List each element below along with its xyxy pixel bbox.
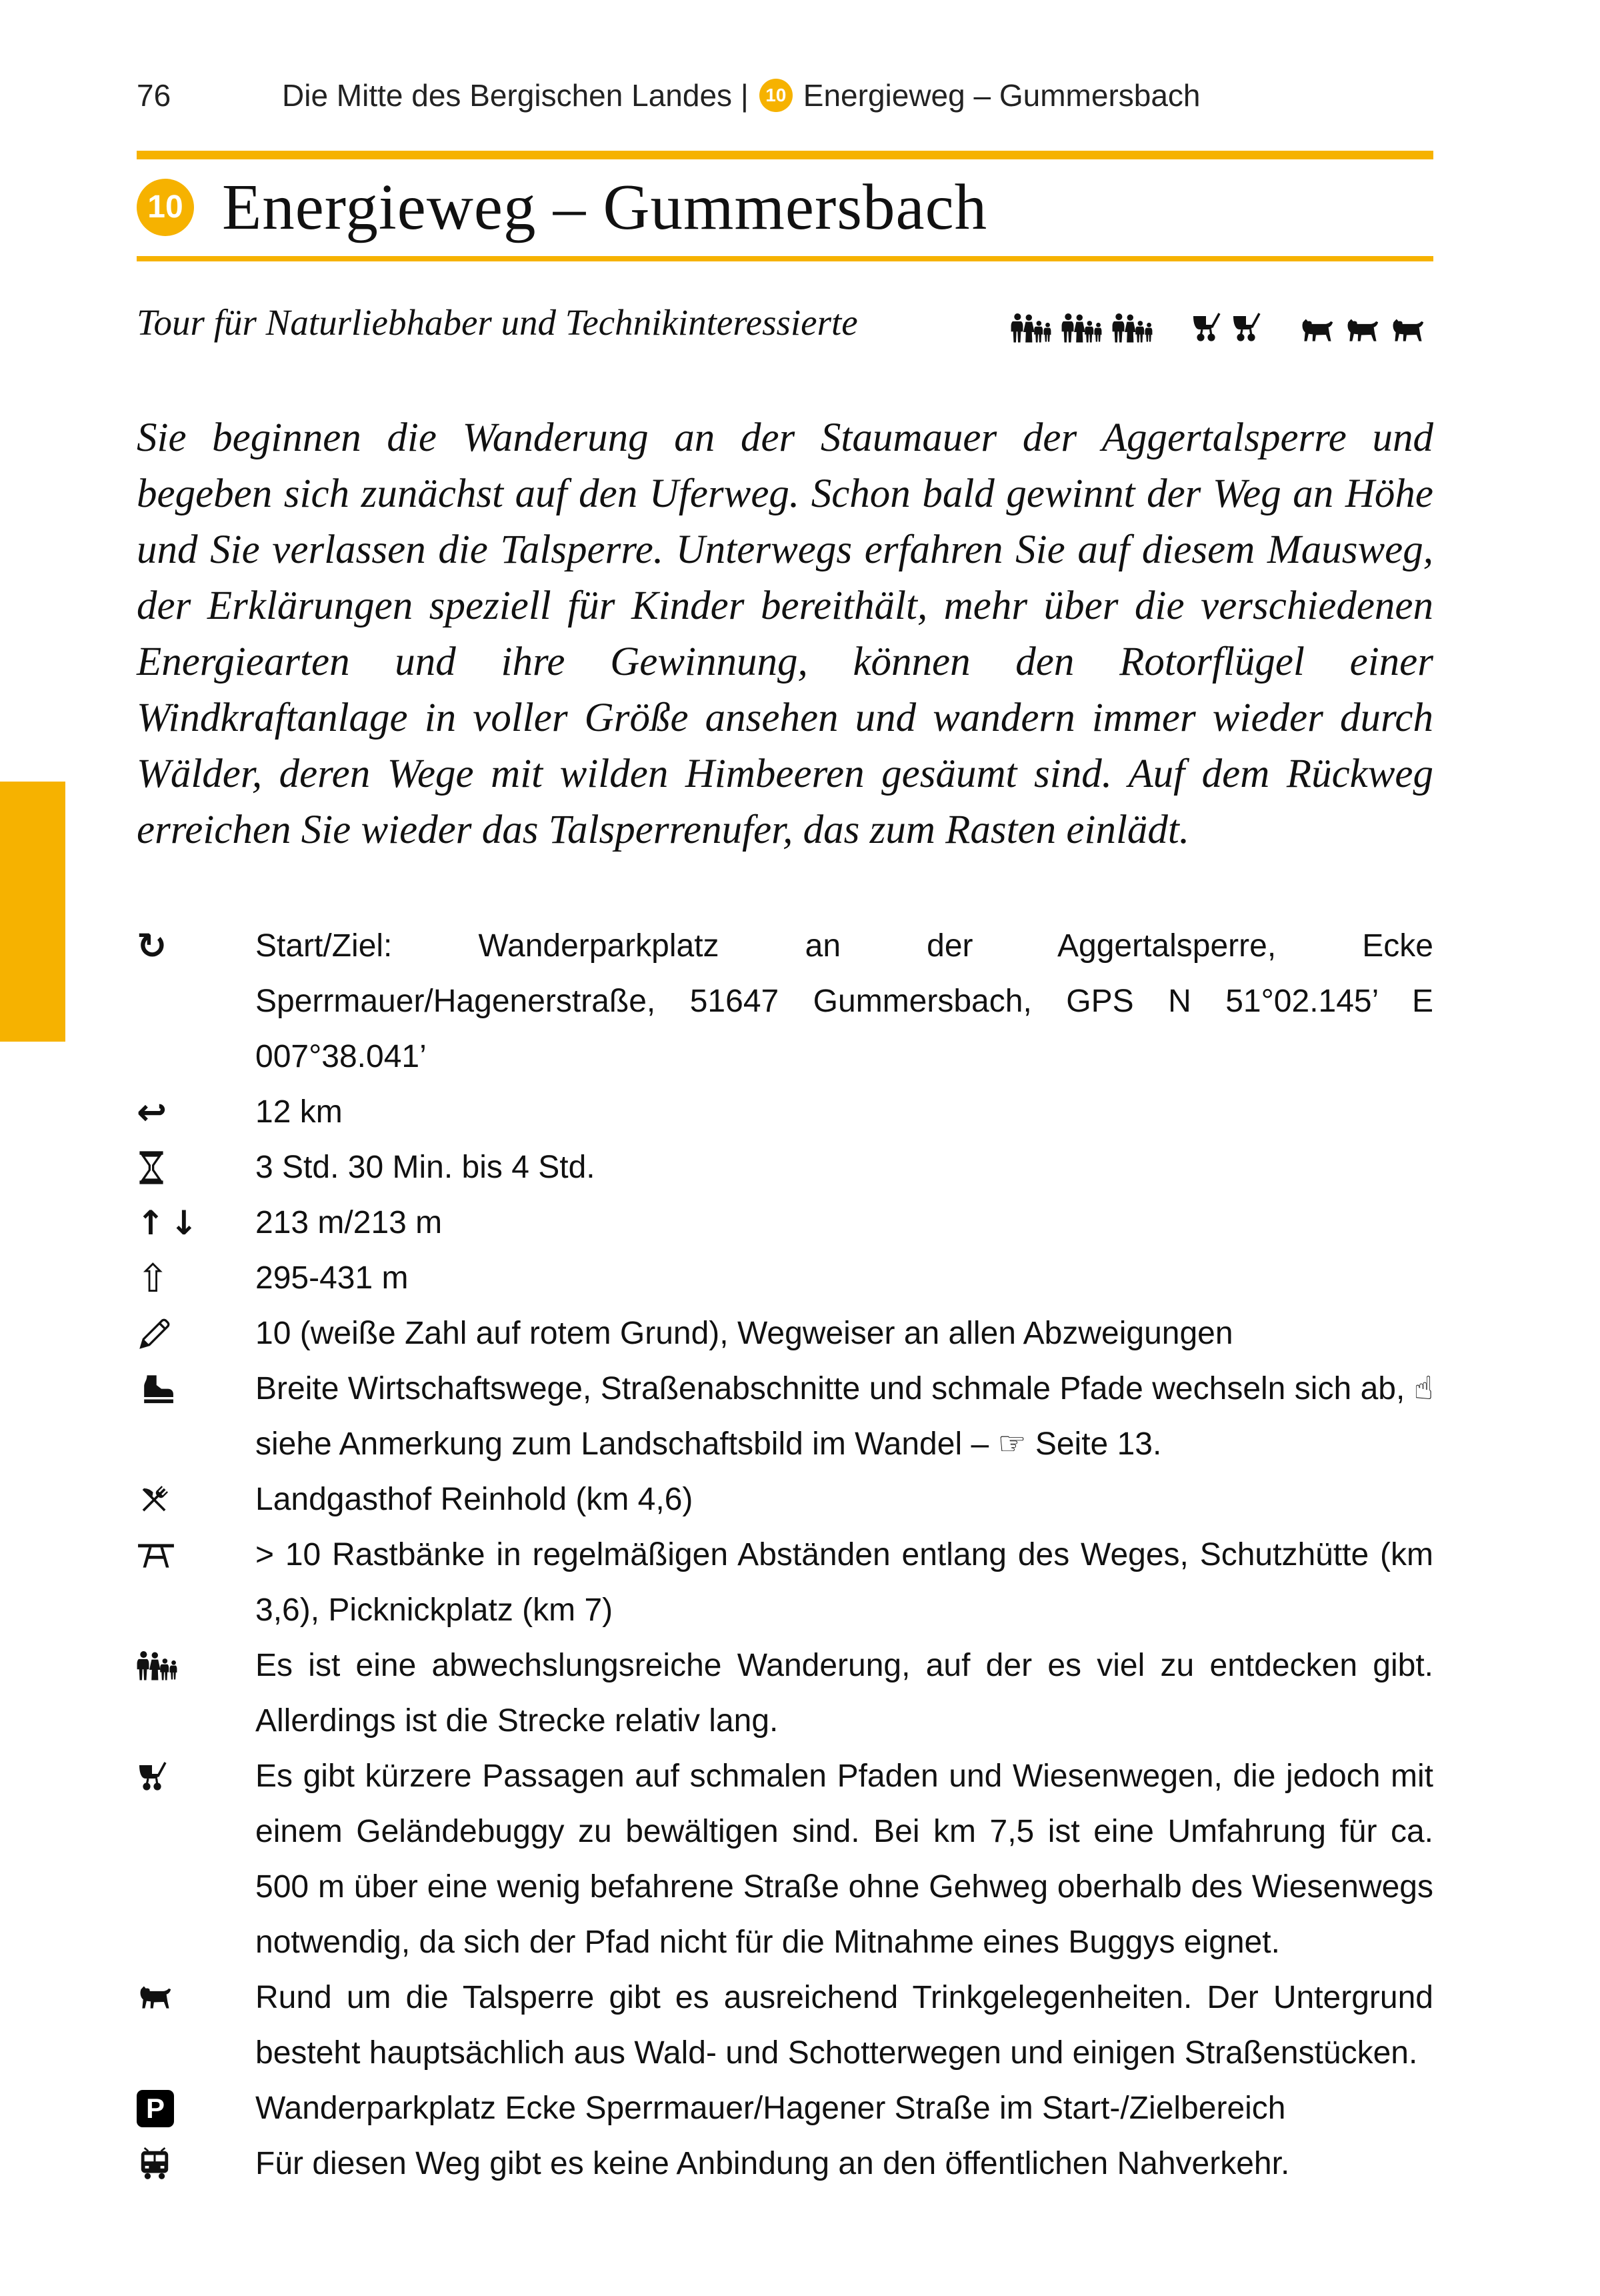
page-content [137, 0, 1433, 2191]
info-text: 295-431 m [255, 1260, 409, 1296]
info-text: > 10 Rastbänke in regelmäßigen Abständen entlang des Weges, Schutzhütte (km 3,6), Picknickplatz (km 7) [255, 1537, 1433, 1628]
family-icon [137, 1650, 179, 1681]
info-row [137, 1638, 1433, 1749]
tour-subtitle: Tour für Naturliebhaber und Technikinteressierte [137, 302, 858, 343]
info-row [137, 1970, 1433, 2081]
info-text: Wanderparkplatz Ecke Sperrmauer/Hagener Straße im Start-/Zielbereich [255, 2091, 1286, 2126]
info-row [137, 1195, 1433, 1250]
page-edge-tab [0, 782, 65, 1042]
dog-rating [1299, 318, 1427, 343]
info-row [137, 918, 1433, 1084]
info-row [137, 1472, 1433, 1527]
family-icon [1061, 313, 1104, 343]
info-row [137, 1527, 1433, 1638]
stroller-icon [1231, 311, 1263, 343]
family-rating [1011, 313, 1155, 343]
info-text: Breite Wirtschaftswege, Straßenabschnitte und schmale Pfade wechseln sich ab, ☝ siehe Anmerkung zum Landschaftsbild im Wandel – ☞ Seite 13. [255, 1371, 1433, 1462]
header-route-number-badge: 10 [759, 79, 793, 112]
tour-intro-paragraph: Sie beginnen die Wanderung an der Staumauer der Aggertalsperre und begeben sich zunächst auf den Uferweg. Schon bald gewinnt der Weg an Höhe und Sie verlassen die Talsperre. Unterwegs erfahren Sie auf diesem Mausweg, der Erklärungen speziell für Kinder bereithält, mehr über die verschiedenen Energiearten und ihre Gewinnung, können den Rotorflügel einer Windkraftanlage in voller Größe ansehen und wandern immer wieder durch Wälder, deren Wege mit wilden Himbeeren gesäumt sind. Auf dem Rückweg erreichen Sie wieder das Talsperrenufer, das zum Rasten einlädt. [137, 415, 1433, 852]
family-icon [1112, 313, 1155, 343]
family-icon [1011, 313, 1053, 343]
info-row [137, 2136, 1433, 2191]
dog-icon [137, 1985, 174, 2011]
page-number: 76 [137, 78, 171, 113]
info-icon-cell [137, 918, 255, 974]
info-text: 3 Std. 30 Min. bis 4 Std. [255, 1150, 595, 1185]
info-text: Landgasthof Reinhold (km 4,6) [255, 1482, 693, 1517]
running-head [137, 0, 1433, 113]
info-icon-cell [137, 1749, 255, 1804]
trail-icon [137, 1372, 174, 1406]
route-number-badge: 10 [137, 179, 194, 236]
info-row [137, 1749, 1433, 1970]
waymark-icon [137, 1316, 173, 1352]
distance-icon: ↩ [137, 1090, 167, 1133]
food-icon [137, 1482, 171, 1517]
info-icon-cell [137, 1084, 255, 1140]
info-icon-cell [137, 1970, 255, 2025]
info-icon-cell [137, 1527, 255, 1582]
info-row [137, 1140, 1433, 1195]
header-section-title: Die Mitte des Bergischen Landes | [282, 78, 749, 113]
altitude-icon: ⇧ [137, 1255, 169, 1301]
info-row [137, 1306, 1433, 1361]
info-text: Es ist eine abwechslungsreiche Wanderung, auf der es viel zu entdecken gibt. Allerdings ist die Strecke relativ lang. [255, 1648, 1433, 1739]
info-icon-cell [137, 2081, 255, 2136]
info-text: 10 (weiße Zahl auf rotem Grund), Wegweiser an allen Abzweigungen [255, 1316, 1233, 1351]
info-row [137, 1250, 1433, 1306]
dog-icon [1344, 318, 1381, 343]
info-icon-cell [137, 1361, 255, 1416]
info-icon-cell [137, 1250, 255, 1306]
info-icon-cell [137, 2136, 255, 2191]
dog-icon [1299, 318, 1336, 343]
transit-icon [137, 2147, 173, 2181]
info-icon-cell [137, 1306, 255, 1361]
page-title: Energieweg – Gummersbach [222, 171, 988, 243]
suitability-ratings [1011, 311, 1433, 343]
info-text: Es gibt kürzere Passagen auf schmalen Pfaden und Wiesenwegen, die jedoch mit einem Geländebuggy zu bewältigen sind. Bei km 7,5 ist eine Umfahrung für ca. 500 m über eine wenig befahrene Straße ohne Gehweg oberhalb des Wiesenwegs notwendig, da sich der Pfad nicht für die Mitnahme eines Buggys eignet. [255, 1759, 1433, 1960]
start-finish-icon: ↻ [137, 924, 167, 967]
info-row [137, 1084, 1433, 1140]
info-row [137, 1361, 1433, 1472]
duration-icon [137, 1150, 166, 1186]
info-icon-cell [137, 1472, 255, 1527]
elevation-icon: ↑↓ [137, 1203, 203, 1242]
stroller-icon [1191, 311, 1223, 343]
subtitle-row [137, 301, 1433, 343]
stroller-rating [1191, 311, 1263, 343]
info-text: 12 km [255, 1094, 343, 1130]
stroller-icon [137, 1761, 169, 1793]
route-title-row [137, 159, 1433, 256]
divider-top [137, 151, 1433, 159]
info-row [137, 2081, 1433, 2136]
parking-icon: P [137, 2090, 174, 2127]
dog-icon [1389, 318, 1427, 343]
header-route-title: Energieweg – Gummersbach [803, 78, 1201, 113]
info-icon-cell [137, 1195, 255, 1250]
info-icon-cell [137, 1140, 255, 1195]
divider-under-title [137, 256, 1433, 261]
tour-info-list [137, 918, 1433, 2191]
info-text: Rund um die Talsperre gibt es ausreichend Trinkgelegenheiten. Der Untergrund besteht hauptsächlich aus Wald- und Schotterwegen und einigen Straßenstücken. [255, 1980, 1433, 2071]
info-text: 213 m/213 m [255, 1205, 443, 1240]
info-icon-cell [137, 1638, 255, 1693]
info-text: Start/Ziel: Wanderparkplatz an der Aggertalsperre, Ecke Sperrmauer/Hagenerstraße, 51647 Gummersbach, GPS N 51°02.145’ E 007°38.041’ [255, 928, 1433, 1074]
info-text: Für diesen Weg gibt es keine Anbindung an den öffentlichen Nahverkehr. [255, 2146, 1290, 2181]
bench-icon [137, 1541, 175, 1569]
